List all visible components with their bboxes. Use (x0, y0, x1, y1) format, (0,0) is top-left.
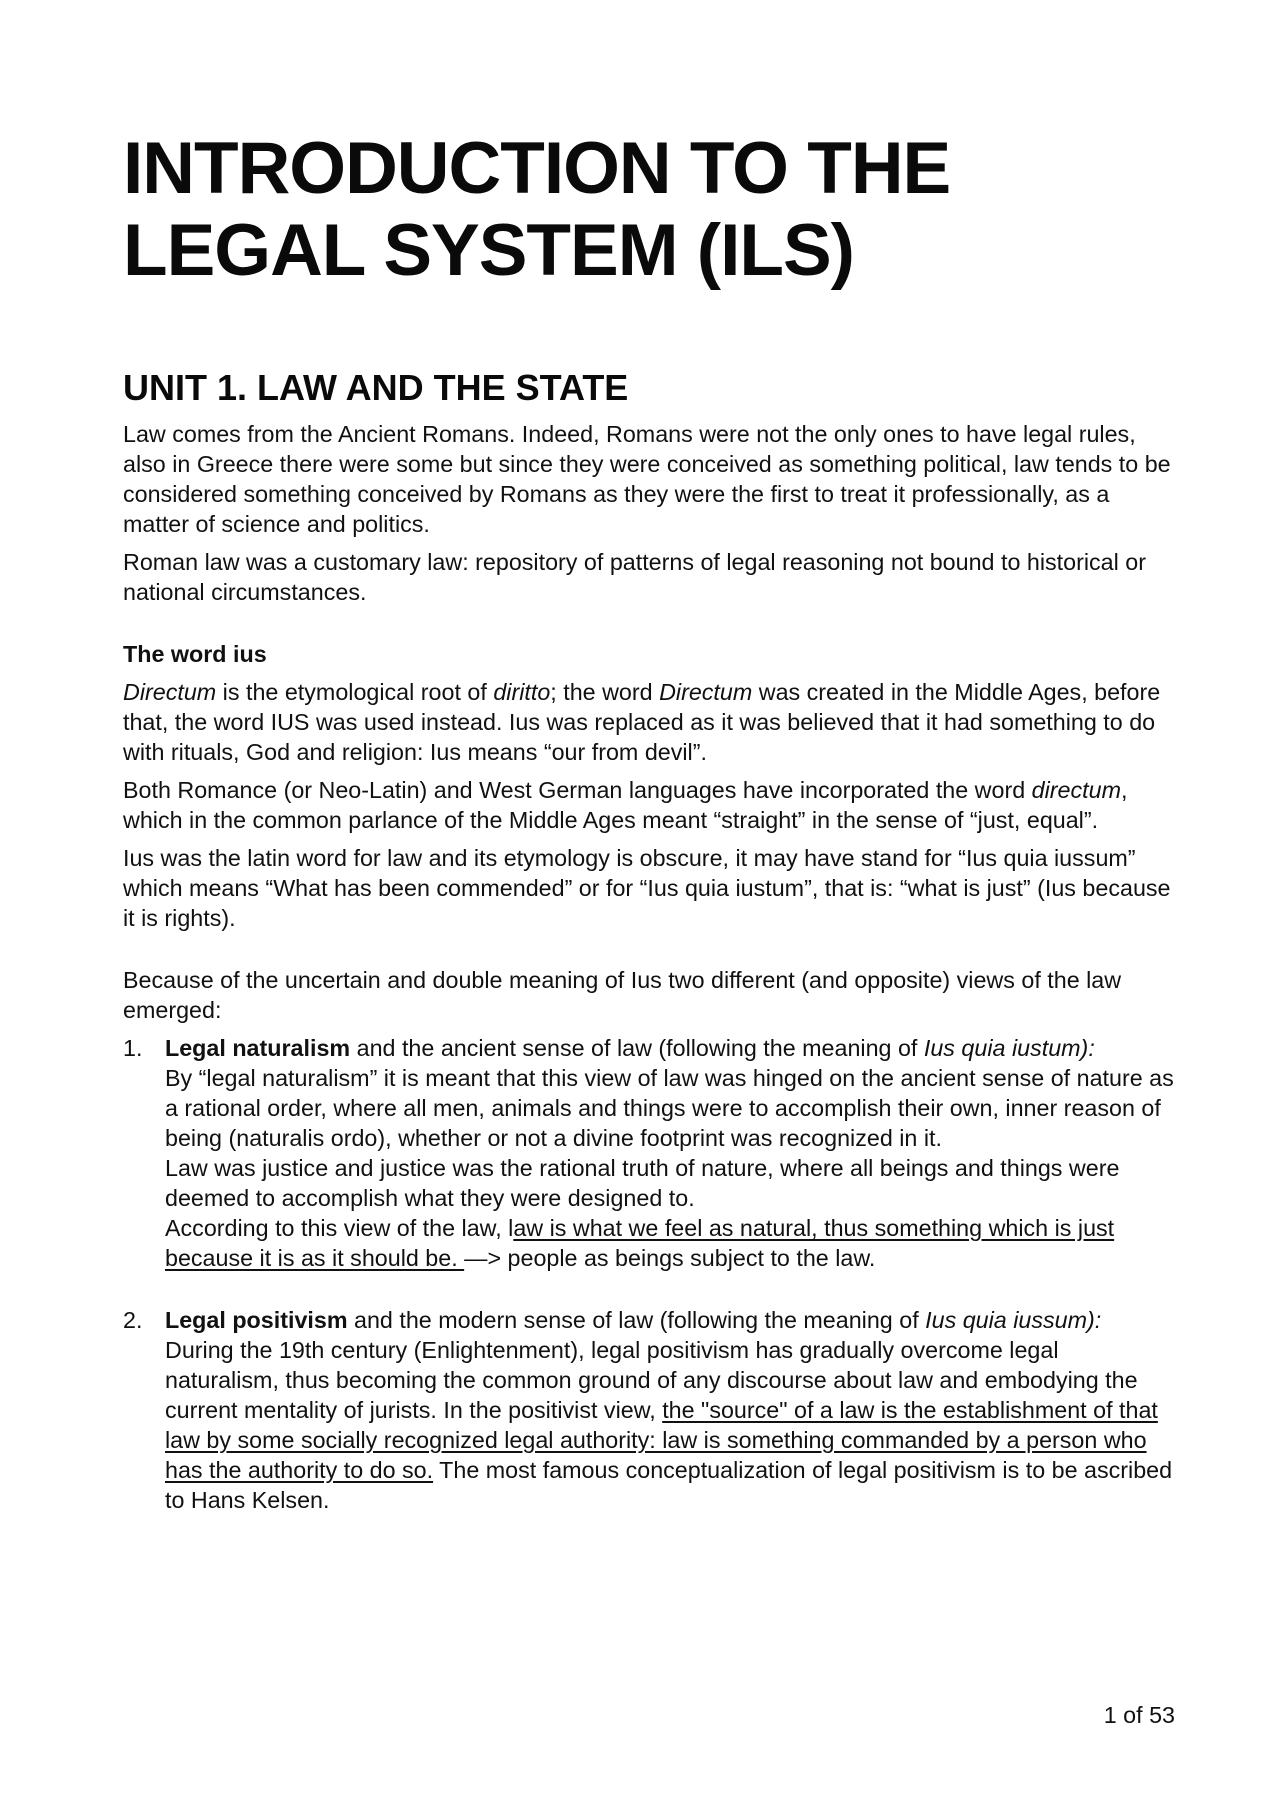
positivism-paragraph-1: During the 19th century (Enlightenment), legal positivism has gradually overcome legal naturalism, thus becoming the common ground of any discourse about law and embodying the current mentality of jurists. In the positivist view, the "source" of a law is the establishment of that law by some socially recognized legal authority: law is something commanded by a person who has the authority to do so. The most famous conceptualization of legal positivism is to be ascribed to Hans Kelsen. (165, 1337, 1173, 1513)
views-list (123, 1033, 1175, 1515)
list-number: 1. (123, 1035, 143, 1061)
list-item-legal-positivism (123, 1305, 1175, 1515)
ius-paragraph-2: Both Romance (or Neo-Latin) and West German languages have incorporated the word directum, which in the common parlance of the Middle Ages meant “straight” in the sense of “just, equal”. (123, 777, 1128, 833)
list-number: 2. (123, 1307, 143, 1333)
naturalism-paragraph-1: By “legal naturalism” it is meant that this view of law was hinged on the ancient sense of nature as a rational order, where all men, animals and things were to accomplish their own, inner reason of being (naturalis ordo), whether or not a divine footprint was recognized in it. (165, 1065, 1174, 1151)
page-number: 1 of 53 (1103, 1702, 1175, 1728)
list-item-lead: Legal positivism and the modern sense of law (following the meaning of Ius quia iussum): (165, 1307, 1102, 1333)
list-item-legal-naturalism (123, 1033, 1175, 1273)
naturalism-paragraph-2: Law was justice and justice was the rational truth of nature, where all beings and things were deemed to accomplish what they were designed to. (165, 1155, 1120, 1211)
document-title: INTRODUCTION TO THE LEGAL SYSTEM (ILS) (123, 128, 951, 291)
unit-heading: UNIT 1. LAW AND THE STATE (123, 367, 629, 408)
intro-paragraph-1: Law comes from the Ancient Romans. Indeed, Romans were not the only ones to have legal rules, also in Greece there were some but since they were conceived as something political, law tends to be considered something conceived by Romans as they were the first to treat it professionally, as a matter of science and politics. (123, 421, 1171, 537)
document-body (123, 419, 1175, 1515)
ius-paragraph-4: Because of the uncertain and double meaning of Ius two different (and opposite) views of the law emerged: (123, 967, 1122, 1023)
section-heading-ius: The word ius (123, 641, 267, 667)
intro-paragraph-2: Roman law was a customary law: repository of patterns of legal reasoning not bound to historical or national circumstances. (123, 549, 1146, 605)
list-item-lead: Legal naturalism and the ancient sense of law (following the meaning of Ius quia iustum): (165, 1035, 1095, 1061)
ius-paragraph-1: Directum is the etymological root of diritto; the word Directum was created in the Middle Ages, before that, the word IUS was used instead. Ius was replaced as it was believed that it had something to do with rituals, God and religion: Ius means “our from devil”. (123, 679, 1161, 765)
naturalism-paragraph-3: According to this view of the law, law is what we feel as natural, thus something which is just because it is as it should be. —> people as beings subject to the law. (165, 1215, 1115, 1271)
ius-paragraph-3: Ius was the latin word for law and its etymology is obscure, it may have stand for “Ius quia iussum” which means “What has been commended” or for “Ius quia iustum”, that is: “what is just” (Ius because it is rights). (123, 845, 1171, 931)
